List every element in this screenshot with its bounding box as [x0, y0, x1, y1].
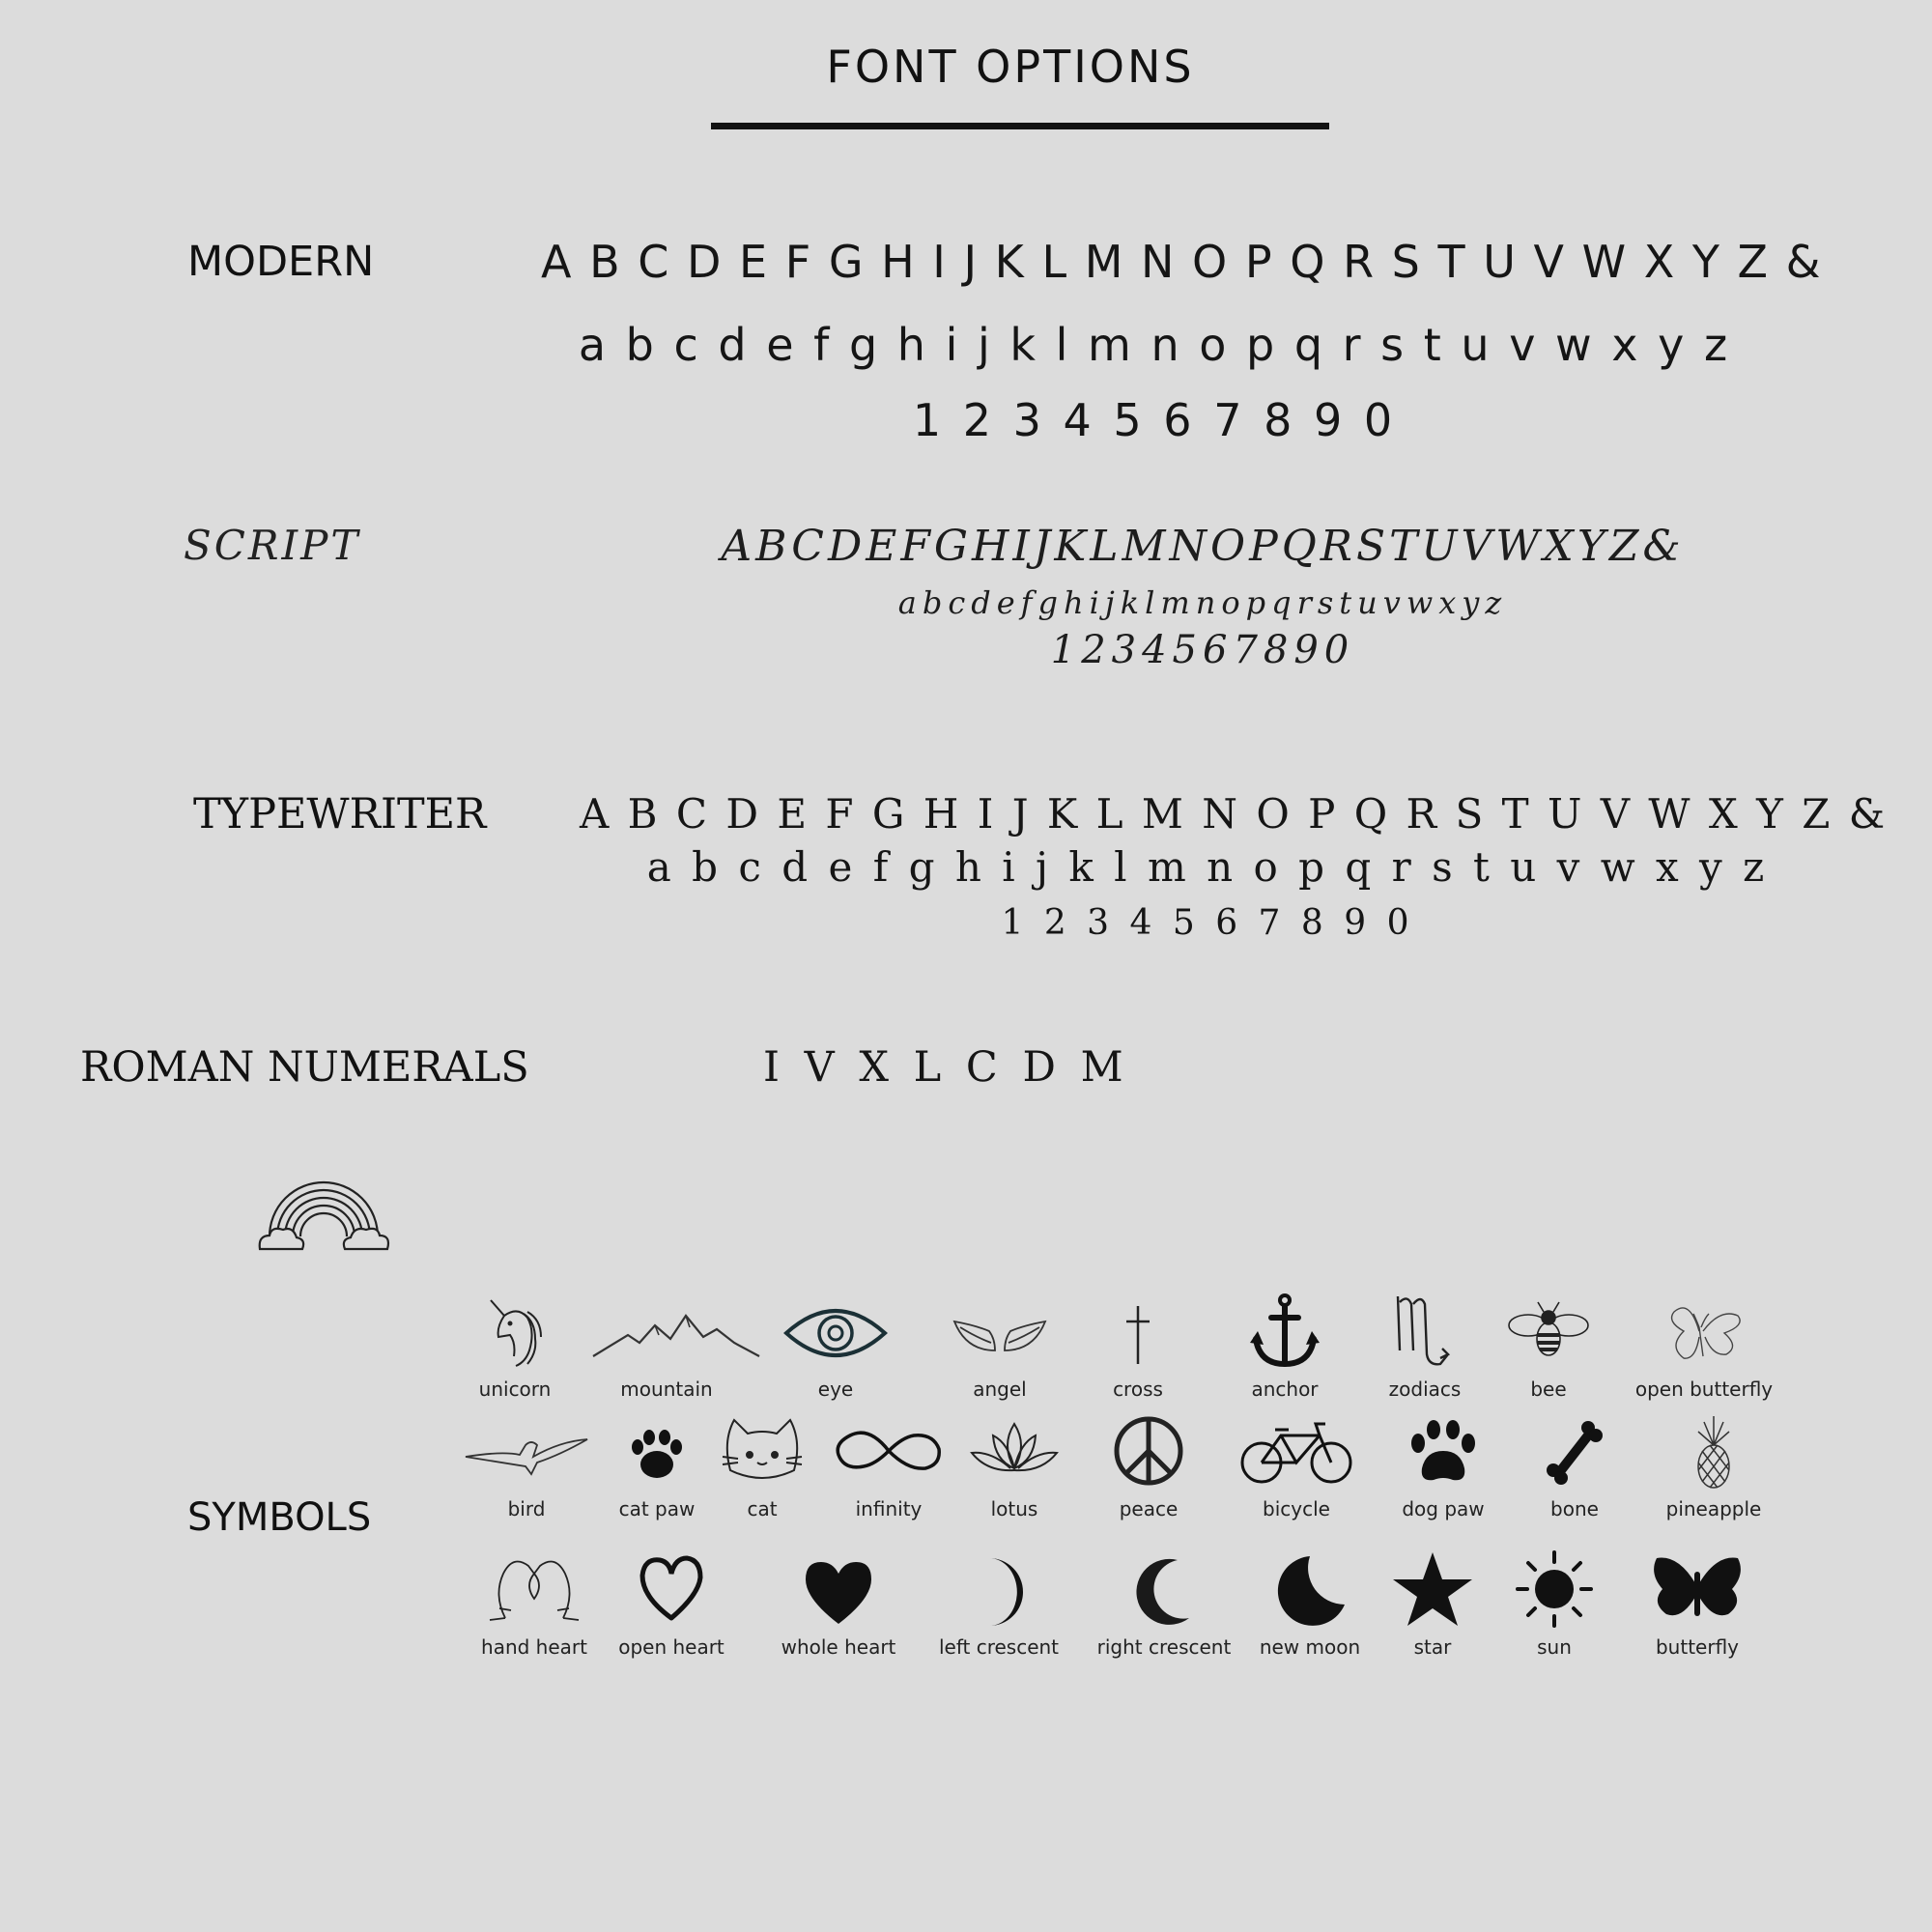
symbol-label: left crescent	[938, 1635, 1060, 1659]
symbol-label: pineapple	[1665, 1497, 1762, 1520]
symbol-butterfly	[1620, 1550, 1775, 1659]
cat-paw-icon	[618, 1412, 696, 1490]
symbol-pineapple	[1636, 1412, 1791, 1520]
symbol-unicorn	[438, 1293, 592, 1401]
symbol-bone	[1497, 1412, 1652, 1520]
symbol-label: bird	[507, 1497, 546, 1520]
bone-icon	[1536, 1412, 1613, 1490]
script-numbers: 1234567890	[1050, 628, 1355, 672]
typewriter-uppercase: A B C D E F G H I J K L M N O P Q R S T U V W X Y Z &	[580, 790, 1889, 838]
symbol-open-heart	[594, 1550, 749, 1659]
angel-wings-icon	[947, 1293, 1053, 1370]
symbol-label: cross	[1113, 1378, 1163, 1401]
butterfly-icon	[1649, 1550, 1746, 1628]
symbol-label: whole heart	[781, 1635, 896, 1659]
eye-icon	[782, 1293, 889, 1370]
symbol-mountain	[589, 1293, 744, 1401]
script-label: SCRIPT	[184, 522, 361, 569]
symbol-open-butterfly	[1627, 1293, 1781, 1401]
symbol-label: cat paw	[618, 1497, 696, 1520]
symbol-label: hand heart	[481, 1635, 587, 1659]
modern-numbers: 1 2 3 4 5 6 7 8 9 0	[912, 394, 1397, 446]
symbol-label: right crescent	[1096, 1635, 1232, 1659]
page-title: FONT OPTIONS	[826, 41, 1195, 93]
symbol-bicycle	[1219, 1412, 1374, 1520]
open-heart-icon	[633, 1550, 710, 1628]
modern-lowercase: a b c d e f g h i j k l m n o p q r s t u v w x y z	[578, 319, 1731, 371]
symbol-label: peace	[1119, 1497, 1179, 1520]
modern-uppercase: A B C D E F G H I J K L M N O P Q R S T U V W X Y Z &	[541, 236, 1823, 288]
unicorn-icon	[471, 1293, 558, 1370]
typewriter-label: TYPEWRITER	[193, 790, 487, 838]
hand-heart-icon	[486, 1550, 582, 1628]
zodiac-icon	[1386, 1293, 1463, 1370]
peace-icon	[1110, 1412, 1187, 1490]
symbol-label: unicorn	[478, 1378, 552, 1401]
anchor-icon	[1246, 1293, 1323, 1370]
symbol-peace	[1071, 1412, 1226, 1520]
roman-numerals-label: ROMAN NUMERALS	[80, 1043, 529, 1092]
symbol-label: open butterfly	[1634, 1378, 1774, 1401]
pineapple-icon	[1675, 1412, 1752, 1490]
bicycle-icon	[1238, 1412, 1354, 1490]
symbol-right-crescent	[1087, 1550, 1241, 1659]
symbol-label: bee	[1530, 1378, 1567, 1401]
sun-icon	[1511, 1550, 1598, 1628]
symbol-eye	[758, 1293, 913, 1401]
symbol-lotus	[937, 1412, 1092, 1520]
symbol-label: bicycle	[1263, 1497, 1330, 1520]
right-crescent-icon	[1125, 1550, 1203, 1628]
star-icon	[1389, 1550, 1476, 1628]
symbol-hand-heart	[457, 1550, 611, 1659]
symbol-angel	[923, 1293, 1077, 1401]
symbol-label: butterfly	[1655, 1635, 1739, 1659]
open-butterfly-icon	[1661, 1293, 1747, 1370]
mountain-icon	[589, 1293, 763, 1370]
symbol-label: mountain	[620, 1378, 713, 1401]
symbol-label: dog paw	[1402, 1497, 1485, 1520]
bird-icon	[464, 1412, 589, 1490]
symbol-label: infinity	[855, 1497, 923, 1520]
dog-paw-icon	[1405, 1412, 1482, 1490]
symbol-label: angel	[973, 1378, 1027, 1401]
symbol-left-crescent	[922, 1550, 1076, 1659]
symbol-label: zodiacs	[1388, 1378, 1462, 1401]
symbol-whole-heart	[761, 1550, 916, 1659]
symbol-bee	[1471, 1293, 1626, 1401]
title-underline	[711, 123, 1329, 129]
symbol-label: open heart	[618, 1635, 724, 1659]
rainbow-icon	[256, 1164, 391, 1261]
cross-icon	[1099, 1293, 1177, 1370]
symbol-sun	[1477, 1550, 1632, 1659]
lotus-icon	[966, 1412, 1063, 1490]
cat-icon	[719, 1412, 806, 1490]
script-uppercase: ABCDEFGHIJKLMNOPQRSTUVWXYZ&	[721, 522, 1685, 571]
infinity-icon	[831, 1412, 947, 1490]
symbol-cross	[1061, 1293, 1215, 1401]
symbol-label: eye	[817, 1378, 854, 1401]
symbol-label: star	[1413, 1635, 1452, 1659]
symbols-label: SYMBOLS	[187, 1495, 372, 1540]
symbol-anchor	[1208, 1293, 1362, 1401]
whole-heart-icon	[800, 1550, 877, 1628]
roman-numerals-row: I V X L C D M	[763, 1043, 1129, 1092]
symbol-label: anchor	[1251, 1378, 1319, 1401]
symbol-label: bone	[1550, 1497, 1599, 1520]
bee-icon	[1505, 1293, 1592, 1370]
symbol-label: sun	[1537, 1635, 1572, 1659]
symbol-label: new moon	[1259, 1635, 1361, 1659]
typewriter-lowercase: a b c d e f g h i j k l m n o p q r s t u v w x y z	[646, 843, 1769, 891]
left-crescent-icon	[960, 1550, 1037, 1628]
symbol-label: cat	[747, 1497, 778, 1520]
symbol-label: lotus	[990, 1497, 1038, 1520]
modern-label: MODERN	[187, 238, 375, 286]
script-lowercase: abcdefghijklmnopqrstuvwxyz	[897, 584, 1508, 621]
typewriter-numbers: 1 2 3 4 5 6 7 8 9 0	[1001, 903, 1414, 943]
new-moon-icon	[1271, 1550, 1349, 1628]
